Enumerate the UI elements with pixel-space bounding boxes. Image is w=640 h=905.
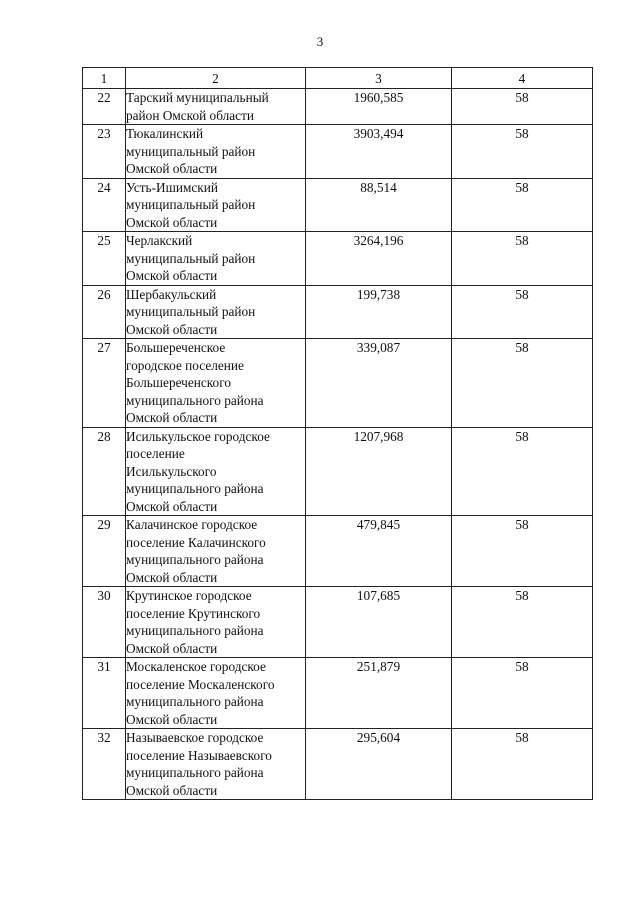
- table-row: [83, 339, 593, 428]
- rate-cell: 58: [452, 516, 593, 587]
- header-cell-1: 1: [83, 68, 126, 89]
- municipality-name-line: Исилькульское городское: [126, 428, 270, 444]
- table-row: [83, 232, 593, 286]
- table-row: [83, 427, 593, 516]
- municipality-name-line: муниципального района: [126, 552, 264, 567]
- table-row: [83, 178, 593, 232]
- header-cell-2: 2: [126, 68, 306, 89]
- municipality-name-line: Большереченского: [126, 375, 231, 390]
- row-number-cell: 24: [83, 178, 126, 232]
- municipality-name-line: муниципального района: [126, 694, 264, 709]
- municipality-name-line: муниципальный район: [126, 143, 256, 159]
- rate-cell: 58: [452, 285, 593, 339]
- row-number-cell: 22: [83, 89, 126, 125]
- rate-cell: 58: [452, 339, 593, 428]
- table-row: [83, 125, 593, 179]
- municipality-name-line: Омской области: [126, 711, 218, 727]
- municipality-name-line: Калачинское городское: [126, 517, 258, 532]
- rate-cell: 58: [452, 427, 593, 516]
- table-row: [83, 89, 593, 125]
- municipality-name-line: Исилькульского: [126, 463, 217, 479]
- row-number-cell: 26: [83, 285, 126, 339]
- municipality-name-cell: [126, 232, 306, 286]
- municipality-name-line: муниципальный район: [126, 197, 256, 212]
- amount-cell: 295,604: [306, 729, 452, 800]
- amount-cell: 3903,494: [306, 125, 452, 179]
- rate-cell: 58: [452, 125, 593, 179]
- municipality-name-line: Омской области: [126, 410, 218, 425]
- municipality-name-cell: [126, 587, 306, 658]
- municipality-name-line: поселение Москаленского: [126, 676, 275, 692]
- row-number-cell: 29: [83, 516, 126, 587]
- municipality-name-line: поселение: [126, 446, 185, 461]
- municipality-name-line: поселение Крутинского: [126, 605, 261, 621]
- header-cell-4: 4: [452, 68, 593, 89]
- header-cell-3: 3: [306, 68, 452, 89]
- page-number: 3: [316, 34, 324, 49]
- municipality-name-line: Тюкалинский: [126, 126, 204, 141]
- municipality-name-cell: [126, 125, 306, 179]
- municipality-name-line: муниципальный район: [126, 250, 256, 266]
- municipality-name-cell: [126, 285, 306, 339]
- municipality-name-line: Омской области: [126, 321, 218, 337]
- row-number-cell: 27: [83, 339, 126, 428]
- table-row: [83, 587, 593, 658]
- amount-cell: 3264,196: [306, 232, 452, 286]
- municipality-name-line: муниципальный район: [126, 304, 256, 319]
- data-table: [82, 67, 593, 800]
- rate-cell: 58: [452, 658, 593, 729]
- row-number-cell: 32: [83, 729, 126, 800]
- municipality-name-line: Омской области: [126, 214, 218, 230]
- amount-cell: 199,738: [306, 285, 452, 339]
- amount-cell: 479,845: [306, 516, 452, 587]
- table-row: [83, 285, 593, 339]
- municipality-name-line: муниципального района: [126, 765, 264, 780]
- municipality-name-line: Тарский муниципальный: [126, 90, 269, 105]
- table-row: [83, 729, 593, 800]
- municipality-name-cell: [126, 89, 306, 125]
- municipality-name-cell: [126, 516, 306, 587]
- municipality-name-cell: [126, 178, 306, 232]
- municipality-name-cell: [126, 339, 306, 428]
- municipality-name-line: Омской области: [126, 640, 218, 656]
- amount-cell: 107,685: [306, 587, 452, 658]
- municipality-name-cell: [126, 658, 306, 729]
- municipality-name-line: поселение Калачинского: [126, 534, 266, 550]
- row-number-cell: 28: [83, 427, 126, 516]
- amount-cell: 1207,968: [306, 427, 452, 516]
- municipality-name-line: Омской области: [126, 782, 218, 798]
- municipality-name-line: городское поселение: [126, 357, 244, 373]
- municipality-name-line: муниципального района: [126, 392, 264, 408]
- table-header-row: [83, 68, 593, 89]
- municipality-name-line: Омской области: [126, 161, 218, 176]
- amount-cell: 251,879: [306, 658, 452, 729]
- amount-cell: 339,087: [306, 339, 452, 428]
- municipality-name-cell: [126, 427, 306, 516]
- row-number-cell: 30: [83, 587, 126, 658]
- municipality-name-line: Черлакский: [126, 233, 193, 248]
- amount-cell: 88,514: [306, 178, 452, 232]
- municipality-name-line: Омской области: [126, 569, 218, 585]
- row-number-cell: 23: [83, 125, 126, 179]
- municipality-name-line: Шербакульский: [126, 286, 217, 302]
- table-body: [83, 68, 593, 800]
- municipality-name-line: Называевское городское: [126, 730, 264, 745]
- rate-cell: 58: [452, 729, 593, 800]
- amount-cell: 1960,585: [306, 89, 452, 125]
- row-number-cell: 31: [83, 658, 126, 729]
- table-row: [83, 658, 593, 729]
- row-number-cell: 25: [83, 232, 126, 286]
- municipality-name-line: район Омской области: [126, 107, 254, 123]
- municipality-name-line: Большереченское: [126, 340, 226, 355]
- municipality-name-line: поселение Называевского: [126, 747, 272, 763]
- rate-cell: 58: [452, 587, 593, 658]
- municipality-name-line: Москаленское городское: [126, 659, 266, 674]
- municipality-name-line: муниципального района: [126, 481, 264, 496]
- rate-cell: 58: [452, 178, 593, 232]
- municipality-name-line: муниципального района: [126, 623, 264, 638]
- municipality-name-line: Омской области: [126, 268, 218, 283]
- municipality-name-line: Усть-Ишимский: [126, 179, 218, 195]
- municipality-name-line: Крутинское городское: [126, 588, 252, 603]
- rate-cell: 58: [452, 232, 593, 286]
- municipality-name-cell: [126, 729, 306, 800]
- table-row: [83, 516, 593, 587]
- rate-cell: 58: [452, 89, 593, 125]
- municipality-name-line: Омской области: [126, 498, 218, 514]
